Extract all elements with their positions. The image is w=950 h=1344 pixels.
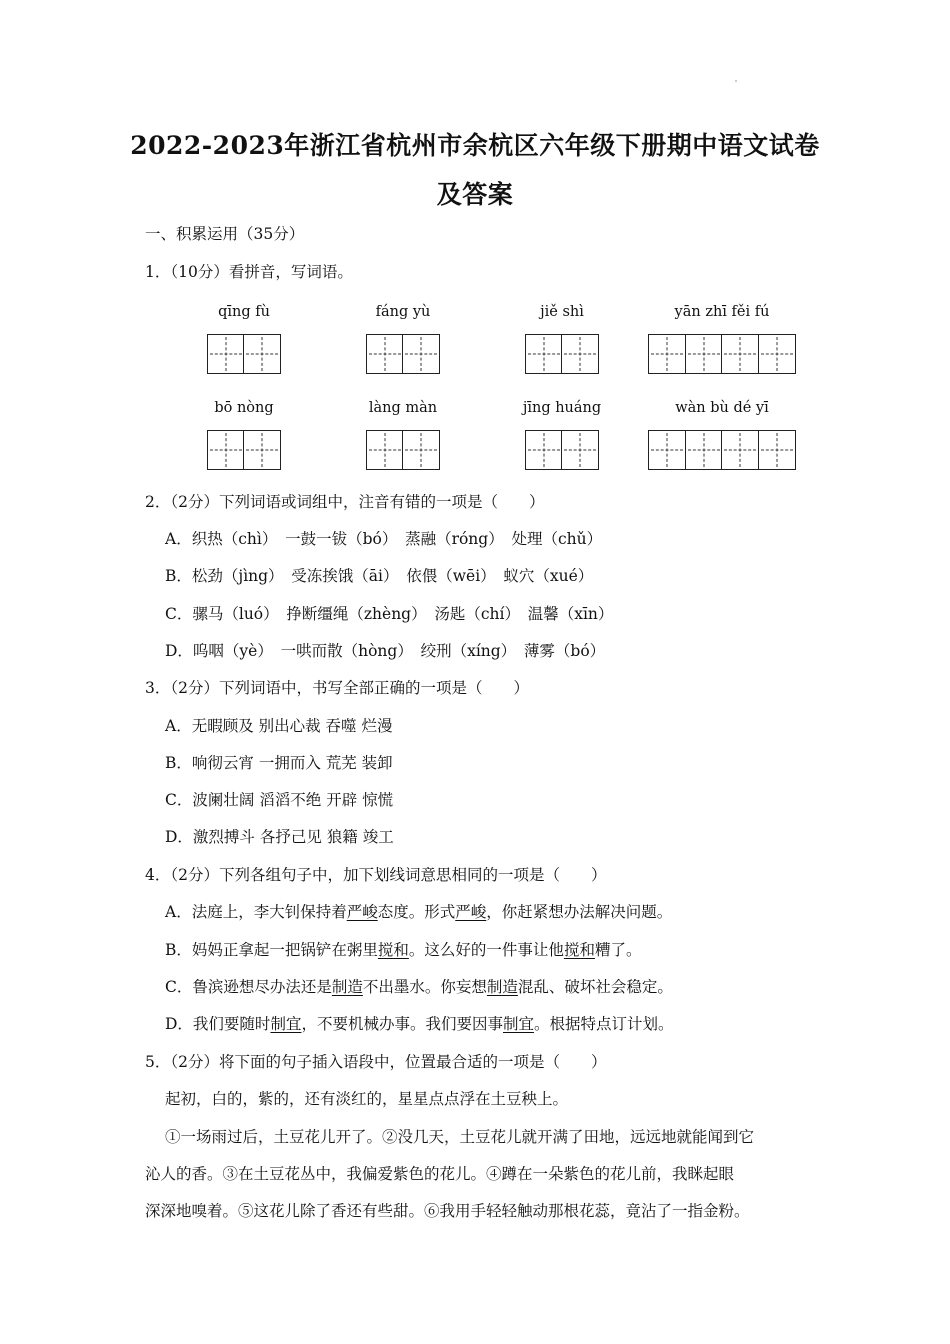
option-text: 态度。形式 — [377, 903, 456, 921]
writing-cell[interactable] — [561, 334, 599, 374]
writing-cell[interactable] — [366, 334, 404, 374]
question-1-stem: 1．（10分）看拼音，写词语。 — [145, 263, 353, 281]
writing-cell[interactable] — [366, 430, 404, 470]
pinyin-label: làng màn — [368, 400, 438, 416]
underlined-word: 制宜 — [270, 1015, 302, 1033]
writing-cell[interactable] — [525, 334, 563, 374]
question-4-option-c[interactable] — [165, 977, 673, 997]
option-text: D．我们要随时 — [165, 1015, 271, 1033]
option-text: 混乱、破坏社会稳定。 — [517, 978, 673, 996]
option-text: ，不要机械办事。我们要因事 — [301, 1015, 503, 1033]
writing-cell[interactable] — [561, 430, 599, 470]
writing-cell[interactable] — [758, 430, 796, 470]
section-heading: 一、积累运用（35分） — [145, 225, 305, 243]
question-2-option-b[interactable]: B．松劲（jìng） 受冻挨饿（āi） 依偎（wēi） 蚁穴（xué） — [165, 567, 594, 585]
pinyin-item — [642, 302, 802, 374]
option-text: C．鲁滨逊想尽办法还是 — [165, 978, 332, 996]
pinyin-label: wàn bù dé yī — [675, 400, 769, 416]
underlined-word: 严峻 — [455, 903, 487, 921]
writing-cell[interactable] — [402, 430, 440, 470]
underlined-word: 制造 — [486, 978, 518, 996]
underlined-word: 制造 — [331, 978, 363, 996]
question-4-option-a[interactable] — [165, 902, 672, 922]
option-text: 不出墨水。你妄想 — [362, 978, 487, 996]
question-2-stem: 2．（2分）下列词语或词组中，注音有错的一项是（ ） — [145, 493, 545, 511]
document-title-line-2: 及答案 — [436, 180, 514, 209]
pinyin-label: jīng huáng — [522, 400, 602, 416]
passage-line-1: ①一场雨过后，土豆花儿开了。②没几天，土豆花儿就开满了田地，远远地就能闻到它 — [165, 1128, 755, 1146]
underlined-word: 严峻 — [346, 903, 378, 921]
underlined-word: 搅和 — [377, 941, 409, 959]
question-3-option-b[interactable]: B．响彻云宵 一拥而入 荒芜 装卸 — [165, 754, 393, 772]
pinyin-label: fáng yù — [375, 304, 431, 320]
scan-speck — [735, 80, 737, 82]
pinyin-item — [184, 398, 304, 470]
writing-cell[interactable] — [402, 334, 440, 374]
writing-cell[interactable] — [648, 430, 686, 470]
writing-cell[interactable] — [721, 334, 759, 374]
option-text: ，你赶紧想办法解决问题。 — [486, 903, 673, 921]
writing-cell[interactable] — [243, 430, 281, 470]
option-text: 糟了。 — [594, 941, 642, 959]
underlined-word: 制宜 — [502, 1015, 534, 1033]
writing-cell[interactable] — [648, 334, 686, 374]
option-text: B．妈妈正拿起一把锅铲在粥里 — [165, 941, 378, 959]
pinyin-label: yān zhī fěi fú — [674, 304, 770, 320]
writing-grid[interactable] — [642, 334, 802, 374]
pinyin-item — [502, 302, 622, 374]
question-3-stem: 3．（2分）下列词语中，书写全部正确的一项是（ ） — [145, 679, 529, 697]
question-5-stem: 5．（2分）将下面的句子插入语段中，位置最合适的一项是（ ） — [145, 1053, 607, 1071]
pinyin-label: qīng fù — [218, 304, 270, 320]
writing-cell[interactable] — [207, 334, 245, 374]
insert-sentence: 起初，白的，紫的，还有淡红的，星星点点浮在土豆秧上。 — [165, 1090, 569, 1108]
pinyin-label: bō nòng — [214, 400, 274, 416]
pinyin-item — [343, 398, 463, 470]
writing-grid[interactable] — [343, 334, 463, 374]
writing-cell[interactable] — [758, 334, 796, 374]
question-3-option-d[interactable]: D．激烈搏斗 各抒己见 狼籍 竣工 — [165, 828, 394, 846]
writing-grid[interactable] — [502, 430, 622, 470]
writing-grid[interactable] — [502, 334, 622, 374]
question-3-option-c[interactable]: C．波阑壮阔 滔滔不绝 开辟 惊慌 — [165, 791, 394, 809]
pinyin-item — [502, 398, 622, 470]
passage-line-2: 沁人的香。③在土豆花丛中，我偏爱紫色的花儿。④蹲在一朵紫色的花儿前，我眯起眼 — [145, 1165, 735, 1183]
writing-cell[interactable] — [207, 430, 245, 470]
writing-grid[interactable] — [184, 430, 304, 470]
question-2-option-a[interactable]: A．织热（chì） 一鼓一钹（bó） 蒸融（róng） 处理（chǔ） — [165, 530, 603, 548]
question-4-option-d[interactable] — [165, 1014, 674, 1034]
pinyin-item — [343, 302, 463, 374]
writing-cell[interactable] — [721, 430, 759, 470]
passage-line-3: 深深地嗅着。⑤这花儿除了香还有些甜。⑥我用手轻轻触动那根花蕊，竟沾了一指金粉。 — [145, 1202, 750, 1220]
writing-grid[interactable] — [642, 430, 802, 470]
writing-grid[interactable] — [184, 334, 304, 374]
question-4-stem: 4．（2分）下列各组句子中，加下划线词意思相同的一项是（ ） — [145, 866, 607, 884]
question-2-option-c[interactable]: C．骡马（luó） 挣断缰绳（zhèng） 汤匙（chí） 温馨（xīn） — [165, 605, 614, 623]
writing-cell[interactable] — [525, 430, 563, 470]
writing-cell[interactable] — [685, 334, 723, 374]
document-title-line-1: 2022-2023年浙江省杭州市余杭区六年级下册期中语文试卷 — [130, 131, 820, 160]
option-text: 。根据特点订计划。 — [533, 1015, 674, 1033]
pinyin-item — [184, 302, 304, 374]
underlined-word: 搅和 — [563, 941, 595, 959]
question-4-option-b[interactable] — [165, 940, 641, 960]
option-text: 。这么好的一件事让他 — [408, 941, 564, 959]
question-3-option-a[interactable]: A．无暇顾及 别出心裁 吞噬 烂漫 — [165, 717, 393, 735]
pinyin-item — [642, 398, 802, 470]
writing-cell[interactable] — [685, 430, 723, 470]
writing-cell[interactable] — [243, 334, 281, 374]
option-text: A．法庭上，李大钊保持着 — [165, 903, 347, 921]
pinyin-label: jiě shì — [540, 304, 584, 320]
writing-grid[interactable] — [343, 430, 463, 470]
question-2-option-d[interactable]: D．呜咽（yè） 一哄而散（hòng） 绞刑（xíng） 薄雾（bó） — [165, 642, 606, 660]
